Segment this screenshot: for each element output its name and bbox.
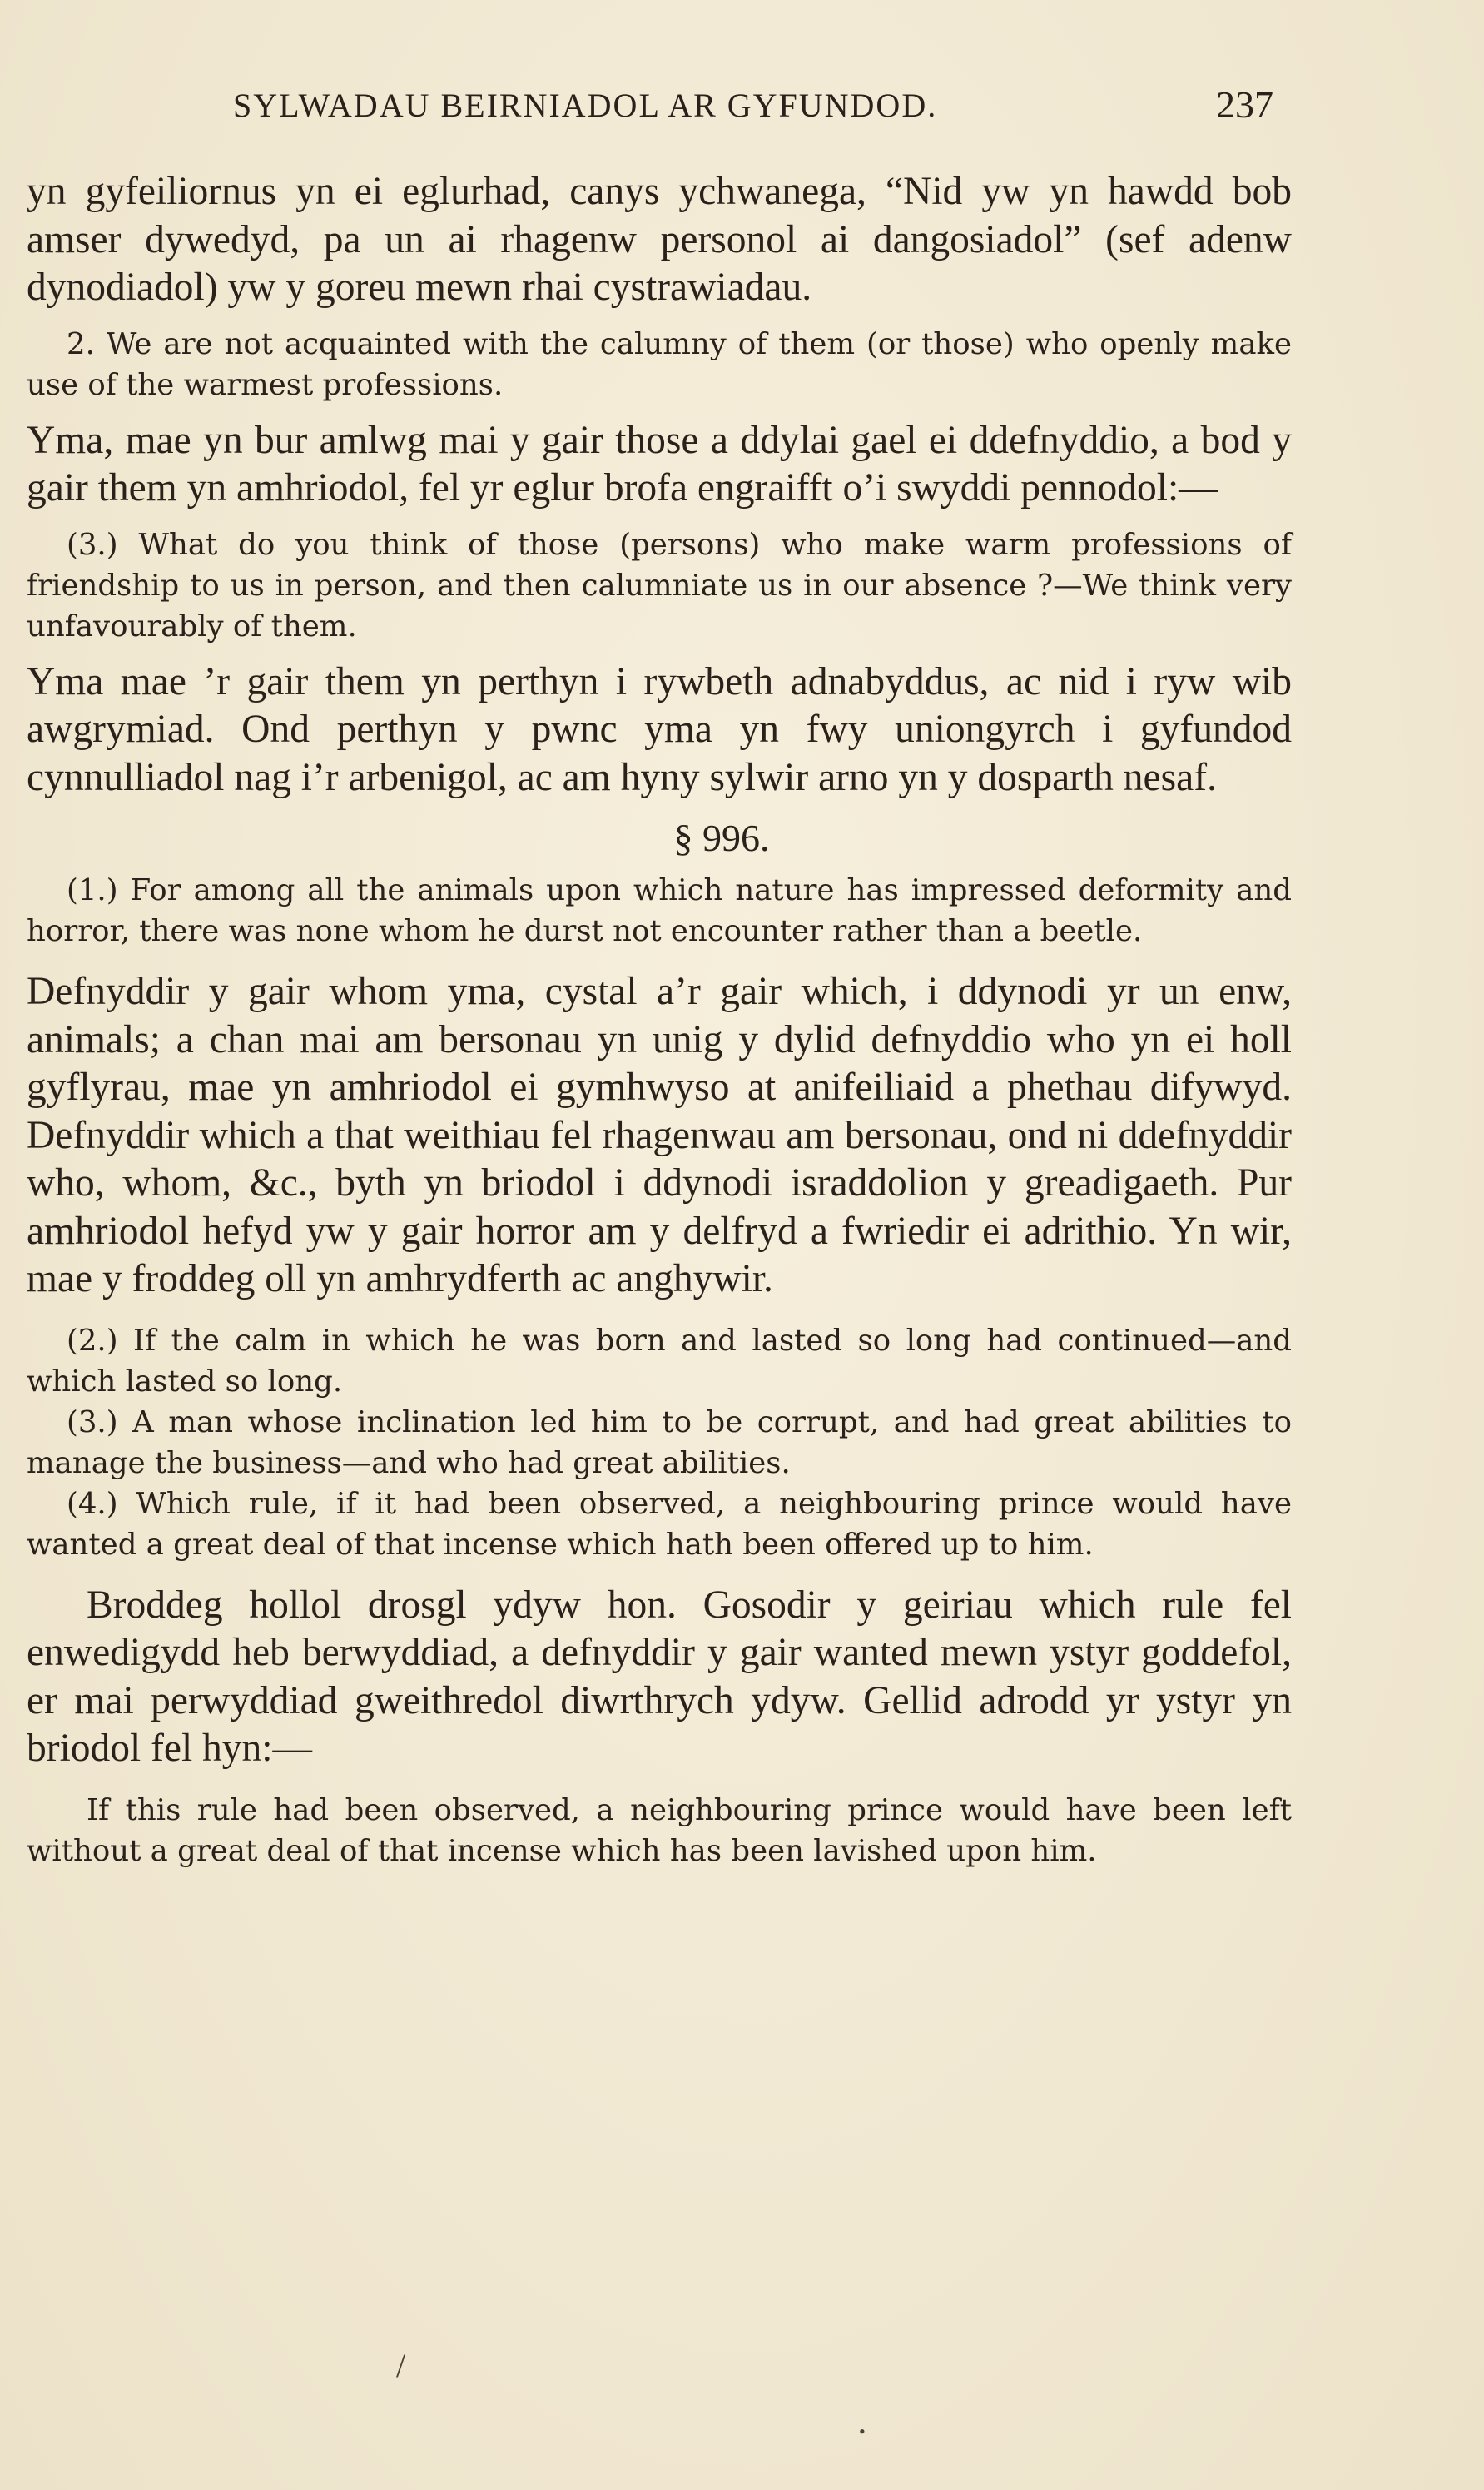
english-example-final: If this rule had been observed, a neighbouring prince would have been left without a great deal of that incense which has been lavished upon him. (27, 1792, 1292, 1868)
english-example-3: (3.) What do you think of those (persons) who make warm professions of friendship to us in person, and then calumniate us in our absence ?—We think very unfavourably of them. (27, 527, 1292, 644)
page-number: 237 (1216, 83, 1273, 126)
page-body (27, 168, 1292, 1871)
stray-slash-mark: / (396, 2347, 406, 2384)
section-heading: § 996. (673, 817, 770, 859)
running-header (233, 83, 1273, 136)
welsh-paragraph-11: Broddeg hollol drosgl ydyw hon. Gosodir y geiriau which rule fel enwedigydd heb berwyddiad, a defnyddir y gair wanted mewn ystyr goddefol, er mai perwyddiad gweithredol diwrthrych ydyw. Gellid adrodd yr ystyr yn briodol fel hyn:— (27, 1583, 1292, 1770)
english-example-3b: (3.) A man whose inclination led him to be corrupt, and had great abilities to manage the business—and who had great abilities. (27, 1404, 1292, 1480)
welsh-paragraph-7: Defnyddir y gair whom yma, cystal a’r gair which, i ddynodi yr un enw, animals; a chan mai am bersonau yn unig y dylid defnyddio who yn ei holl gyflyrau, mae yn amhriodol ei gymhwyso at anifeiliaid a phethau difywyd. Defnyddir which a that weithiau fel rhagenwau am bersonau, ond ni ddefnyddir who, whom, &c., byth yn briodol i ddynodi israddolion y greadigaeth. Pur amhriodol hefyd yw y gair horror am y delfryd a fwriedir ei adrithio. Yn wir, mae y froddeg oll yn amhrydferth ac anghywir. (27, 970, 1292, 1300)
welsh-paragraph-1: yn gyfeiliornus yn ei eglurhad, canys ychwanega, “Nid yw yn hawdd bob amser dywedyd, pa un ai rhagenw personol ai dangosiadol” (sef adenw dynodiadol) yw y goreu mewn rhai cystrawiadau. (27, 170, 1292, 309)
english-example-2b: (2.) If the calm in which he was born and lasted so long had continued—and which lasted so long. (27, 1323, 1292, 1399)
english-example-1: (1.) For among all the animals upon which nature has impressed deformity and horror, there was none whom he durst not encounter rather than a beetle. (27, 873, 1292, 948)
welsh-paragraph-3: Yma, mae yn bur amlwg mai y gair those a ddylai gael ei ddefnyddio, a bod y gair them yn amhriodol, fel yr eglur brofa engraifft o’i swyddi pennodol:— (27, 418, 1292, 509)
stray-dot-mark: • (859, 2421, 866, 2442)
english-example-2: 2. We are not acquainted with the calumny of them (or those) who openly make use of the warmest professions. (27, 326, 1292, 402)
running-title: SYLWADAU BEIRNIADOL AR GYFUNDOD. (233, 87, 938, 124)
english-example-4: (4.) Which rule, if it had been observed, a neighbouring prince would have wanted a great deal of that incense which hath been offered up to him. (27, 1486, 1292, 1562)
welsh-paragraph-5: Yma mae ’r gair them yn perthyn i rywbeth adnabyddus, ac nid i ryw wib awgrymiad. Ond perthyn y pwnc yma yn fwy uniongyrch i gyfundod cynnulliadol nag i’r arbenigol, ac am hyny sylwir arno yn y dosparth nesaf. (27, 659, 1292, 799)
